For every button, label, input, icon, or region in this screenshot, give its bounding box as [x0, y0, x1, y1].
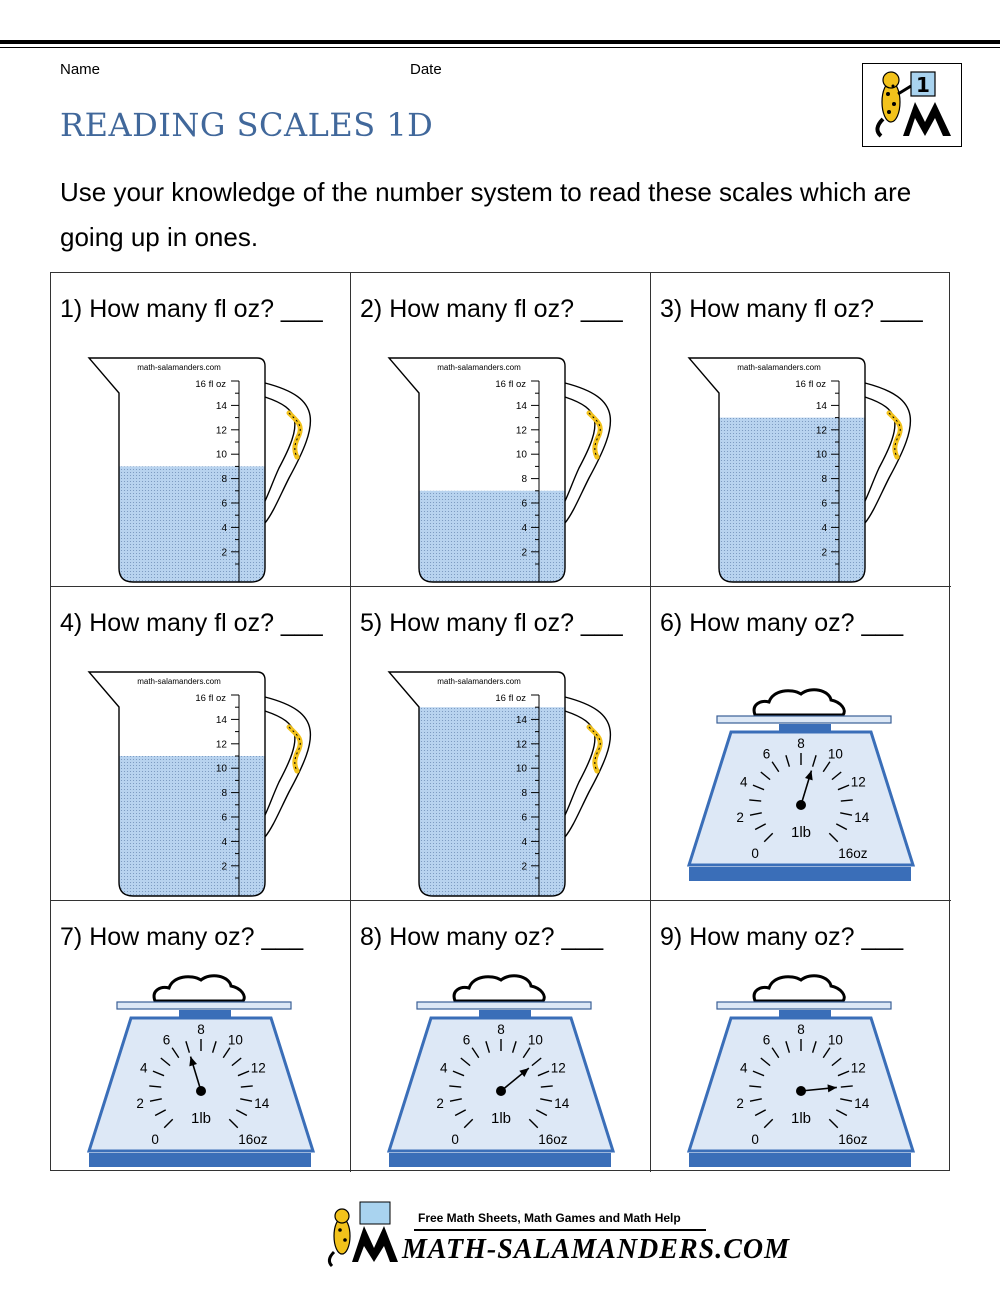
jug-site-label: math-salamanders.com	[437, 363, 521, 372]
jug-tick-label: 8	[521, 474, 527, 486]
scale-plate	[717, 1002, 891, 1009]
dial-label: 4	[139, 1060, 148, 1076]
scale-body	[389, 1018, 613, 1151]
question-text: How many fl oz? ___	[89, 295, 323, 323]
jug-tick-label: 10	[215, 449, 227, 461]
dial-label: 0	[751, 845, 759, 861]
question-text: How many oz? ___	[89, 923, 304, 951]
water-fill	[419, 707, 565, 896]
jug-tick-label: 12	[515, 425, 527, 437]
dial-label: 10	[827, 746, 843, 762]
jug-top-label: 16 fl oz	[195, 693, 226, 704]
dial-pivot	[196, 1086, 206, 1096]
dial-pivot	[496, 1086, 506, 1096]
jug-site-label: math-salamanders.com	[737, 363, 821, 372]
dial-label: 12	[850, 774, 866, 790]
dial-center-label: 1lb	[790, 824, 812, 841]
level-logo	[862, 63, 962, 147]
top-rule	[0, 40, 1000, 44]
question-number: 3)	[660, 295, 683, 323]
water-fill	[419, 491, 565, 582]
question-number: 9)	[660, 923, 683, 951]
name-label: Name	[60, 61, 101, 78]
dial-label: 10	[827, 1032, 843, 1048]
scale-base	[389, 1153, 611, 1167]
jug-tick-label: 6	[221, 498, 227, 510]
scale-plate	[717, 716, 891, 723]
dial-label: 14	[554, 1096, 570, 1112]
page-title: READING SCALES 1D	[60, 106, 434, 144]
dial-label: 4	[439, 1060, 448, 1076]
salamander-icon	[289, 727, 300, 771]
question-number: 2)	[360, 295, 383, 323]
scale-body	[689, 732, 913, 865]
dial-label: 6	[462, 1032, 471, 1048]
jug-site-label: math-salamanders.com	[437, 677, 521, 686]
jug-tick-label: 2	[221, 861, 227, 873]
jug-tick-label: 4	[821, 522, 827, 534]
dial-label: 8	[197, 1022, 205, 1037]
question-cell-2	[351, 273, 651, 587]
jug-tick-label: 2	[221, 547, 227, 559]
footer-tagline: Free Math Sheets, Math Games and Math Help	[418, 1211, 681, 1225]
dial-label: 12	[250, 1060, 266, 1076]
question-text: How many fl oz? ___	[689, 295, 923, 323]
m-logo-icon	[903, 102, 951, 136]
water-fill	[719, 418, 865, 582]
dial-center-label: 1lb	[790, 1110, 812, 1127]
dial-label: 8	[497, 1022, 505, 1037]
question-prompt	[60, 295, 323, 324]
jug-tick-label: 10	[215, 763, 227, 775]
scale-body	[89, 1018, 313, 1151]
question-text: How many oz? ___	[689, 923, 904, 951]
jug-tick-label: 6	[521, 812, 527, 824]
jug-top-label: 16 fl oz	[195, 379, 226, 390]
jug-tick-label: 14	[815, 400, 827, 412]
jug-tick-label: 8	[221, 474, 227, 486]
jug-tick-label: 8	[821, 474, 827, 486]
dial-label: 0	[451, 1131, 459, 1147]
question-grid	[50, 272, 950, 1171]
salamander-icon	[889, 413, 900, 457]
dial-label: 14	[854, 810, 870, 826]
jug-tick-label: 4	[521, 522, 527, 534]
dial-center-label: 1lb	[490, 1110, 512, 1127]
jug-site-label: math-salamanders.com	[137, 677, 221, 686]
question-number: 6)	[660, 609, 683, 637]
dial-label: 4	[739, 774, 748, 790]
question-cell-6	[651, 587, 951, 901]
dial-center-label: 1lb	[190, 1110, 212, 1127]
dial-label: 2	[736, 810, 744, 826]
dial-label: 16oz	[838, 845, 868, 861]
jug-handle	[565, 383, 610, 523]
jug-top-label: 16 fl oz	[495, 693, 526, 704]
question-text: How many oz? ___	[689, 609, 904, 637]
jug-tick-label: 12	[215, 425, 227, 437]
dial-label: 6	[762, 1032, 771, 1048]
footer-brand: MATH-SALAMANDERS.COM	[402, 1234, 790, 1265]
jug-tick-label: 4	[221, 522, 227, 534]
question-prompt	[360, 923, 603, 952]
dial-label: 16oz	[238, 1131, 268, 1147]
question-prompt	[660, 609, 903, 638]
jug-top-label: 16 fl oz	[495, 379, 526, 390]
jug-tick-label: 10	[515, 763, 527, 775]
jug-tick-label: 12	[515, 739, 527, 751]
jug-tick-label: 10	[815, 449, 827, 461]
jug-handle	[865, 383, 910, 523]
scale-base	[689, 867, 911, 881]
dial-label: 0	[751, 1131, 759, 1147]
question-prompt	[660, 295, 923, 324]
dial-label: 8	[797, 1022, 805, 1037]
dial-label: 8	[797, 736, 805, 751]
dial-label: 4	[739, 1060, 748, 1076]
dial-label: 16oz	[838, 1131, 868, 1147]
question-prompt	[660, 923, 903, 952]
jug-tick-label: 6	[221, 812, 227, 824]
jug-handle	[265, 697, 310, 837]
dial-label: 6	[762, 746, 771, 762]
salamander-icon	[877, 72, 911, 136]
footer-logo	[318, 1196, 790, 1268]
dial-label: 0	[151, 1131, 159, 1147]
dial-label: 12	[850, 1060, 866, 1076]
question-cell-3	[651, 273, 951, 587]
salamander-icon	[589, 727, 600, 771]
dial-pivot	[796, 1086, 806, 1096]
scale-plate	[417, 1002, 591, 1009]
question-number: 1)	[60, 295, 83, 323]
question-text: How many fl oz? ___	[389, 609, 623, 637]
jug-handle	[265, 383, 310, 523]
instructions: Use your knowledge of the number system to read these scales which are going up in ones.	[60, 177, 912, 252]
question-cell-5	[351, 587, 651, 901]
question-number: 8)	[360, 923, 383, 951]
water-fill	[119, 756, 265, 896]
jug-tick-label: 2	[521, 547, 527, 559]
question-number: 7)	[60, 923, 83, 951]
jug-tick-label: 2	[821, 547, 827, 559]
question-number: 4)	[60, 609, 83, 637]
question-prompt	[60, 923, 303, 952]
scale-base	[89, 1153, 311, 1167]
dial-label: 2	[436, 1096, 444, 1112]
jug-tick-label: 4	[521, 836, 527, 848]
jug-tick-label: 14	[215, 400, 227, 412]
jug-tick-label: 14	[215, 714, 227, 726]
jug-tick-label: 14	[515, 400, 527, 412]
dial-label: 14	[854, 1096, 870, 1112]
weighed-object	[754, 690, 844, 715]
question-prompt	[360, 295, 623, 324]
jug-top-label: 16 fl oz	[795, 379, 826, 390]
dial-label: 16oz	[538, 1131, 568, 1147]
scale-base	[689, 1153, 911, 1167]
jug-tick-label: 8	[221, 788, 227, 800]
question-cell-7	[51, 901, 351, 1172]
jug-tick-label: 10	[515, 449, 527, 461]
date-label: Date	[410, 61, 442, 78]
jug-tick-label: 14	[515, 714, 527, 726]
jug-tick-label: 2	[521, 861, 527, 873]
jug-tick-label: 12	[215, 739, 227, 751]
dial-label: 10	[527, 1032, 543, 1048]
jug-tick-label: 4	[221, 836, 227, 848]
question-number: 5)	[360, 609, 383, 637]
question-text: How many fl oz? ___	[89, 609, 323, 637]
question-cell-1	[51, 273, 351, 587]
question-cell-4	[51, 587, 351, 901]
dial-pivot	[796, 800, 806, 810]
question-text: How many oz? ___	[389, 923, 604, 951]
dial-label: 2	[136, 1096, 144, 1112]
scale-body	[689, 1018, 913, 1151]
weighed-object	[154, 976, 244, 1001]
scale-plate	[117, 1002, 291, 1009]
level-number: 1	[916, 73, 930, 97]
dial-label: 14	[254, 1096, 270, 1112]
jug-tick-label: 6	[521, 498, 527, 510]
water-fill	[119, 466, 265, 582]
salamander-icon	[289, 413, 300, 457]
top-rule-thin	[0, 47, 1000, 48]
question-prompt	[60, 609, 323, 638]
weighed-object	[454, 976, 544, 1001]
question-cell-9	[651, 901, 951, 1172]
question-prompt	[360, 609, 623, 638]
jug-tick-label: 6	[821, 498, 827, 510]
dial-label: 12	[550, 1060, 566, 1076]
jug-tick-label: 8	[521, 788, 527, 800]
jug-handle	[565, 697, 610, 837]
salamander-icon	[329, 1209, 350, 1266]
dial-label: 6	[162, 1032, 171, 1048]
jug-tick-label: 12	[815, 425, 827, 437]
question-cell-8	[351, 901, 651, 1172]
question-text: How many fl oz? ___	[389, 295, 623, 323]
jug-site-label: math-salamanders.com	[137, 363, 221, 372]
dial-label: 10	[227, 1032, 243, 1048]
dial-label: 2	[736, 1096, 744, 1112]
salamander-icon	[589, 413, 600, 457]
weighed-object	[754, 976, 844, 1001]
m-logo-icon	[352, 1226, 398, 1262]
